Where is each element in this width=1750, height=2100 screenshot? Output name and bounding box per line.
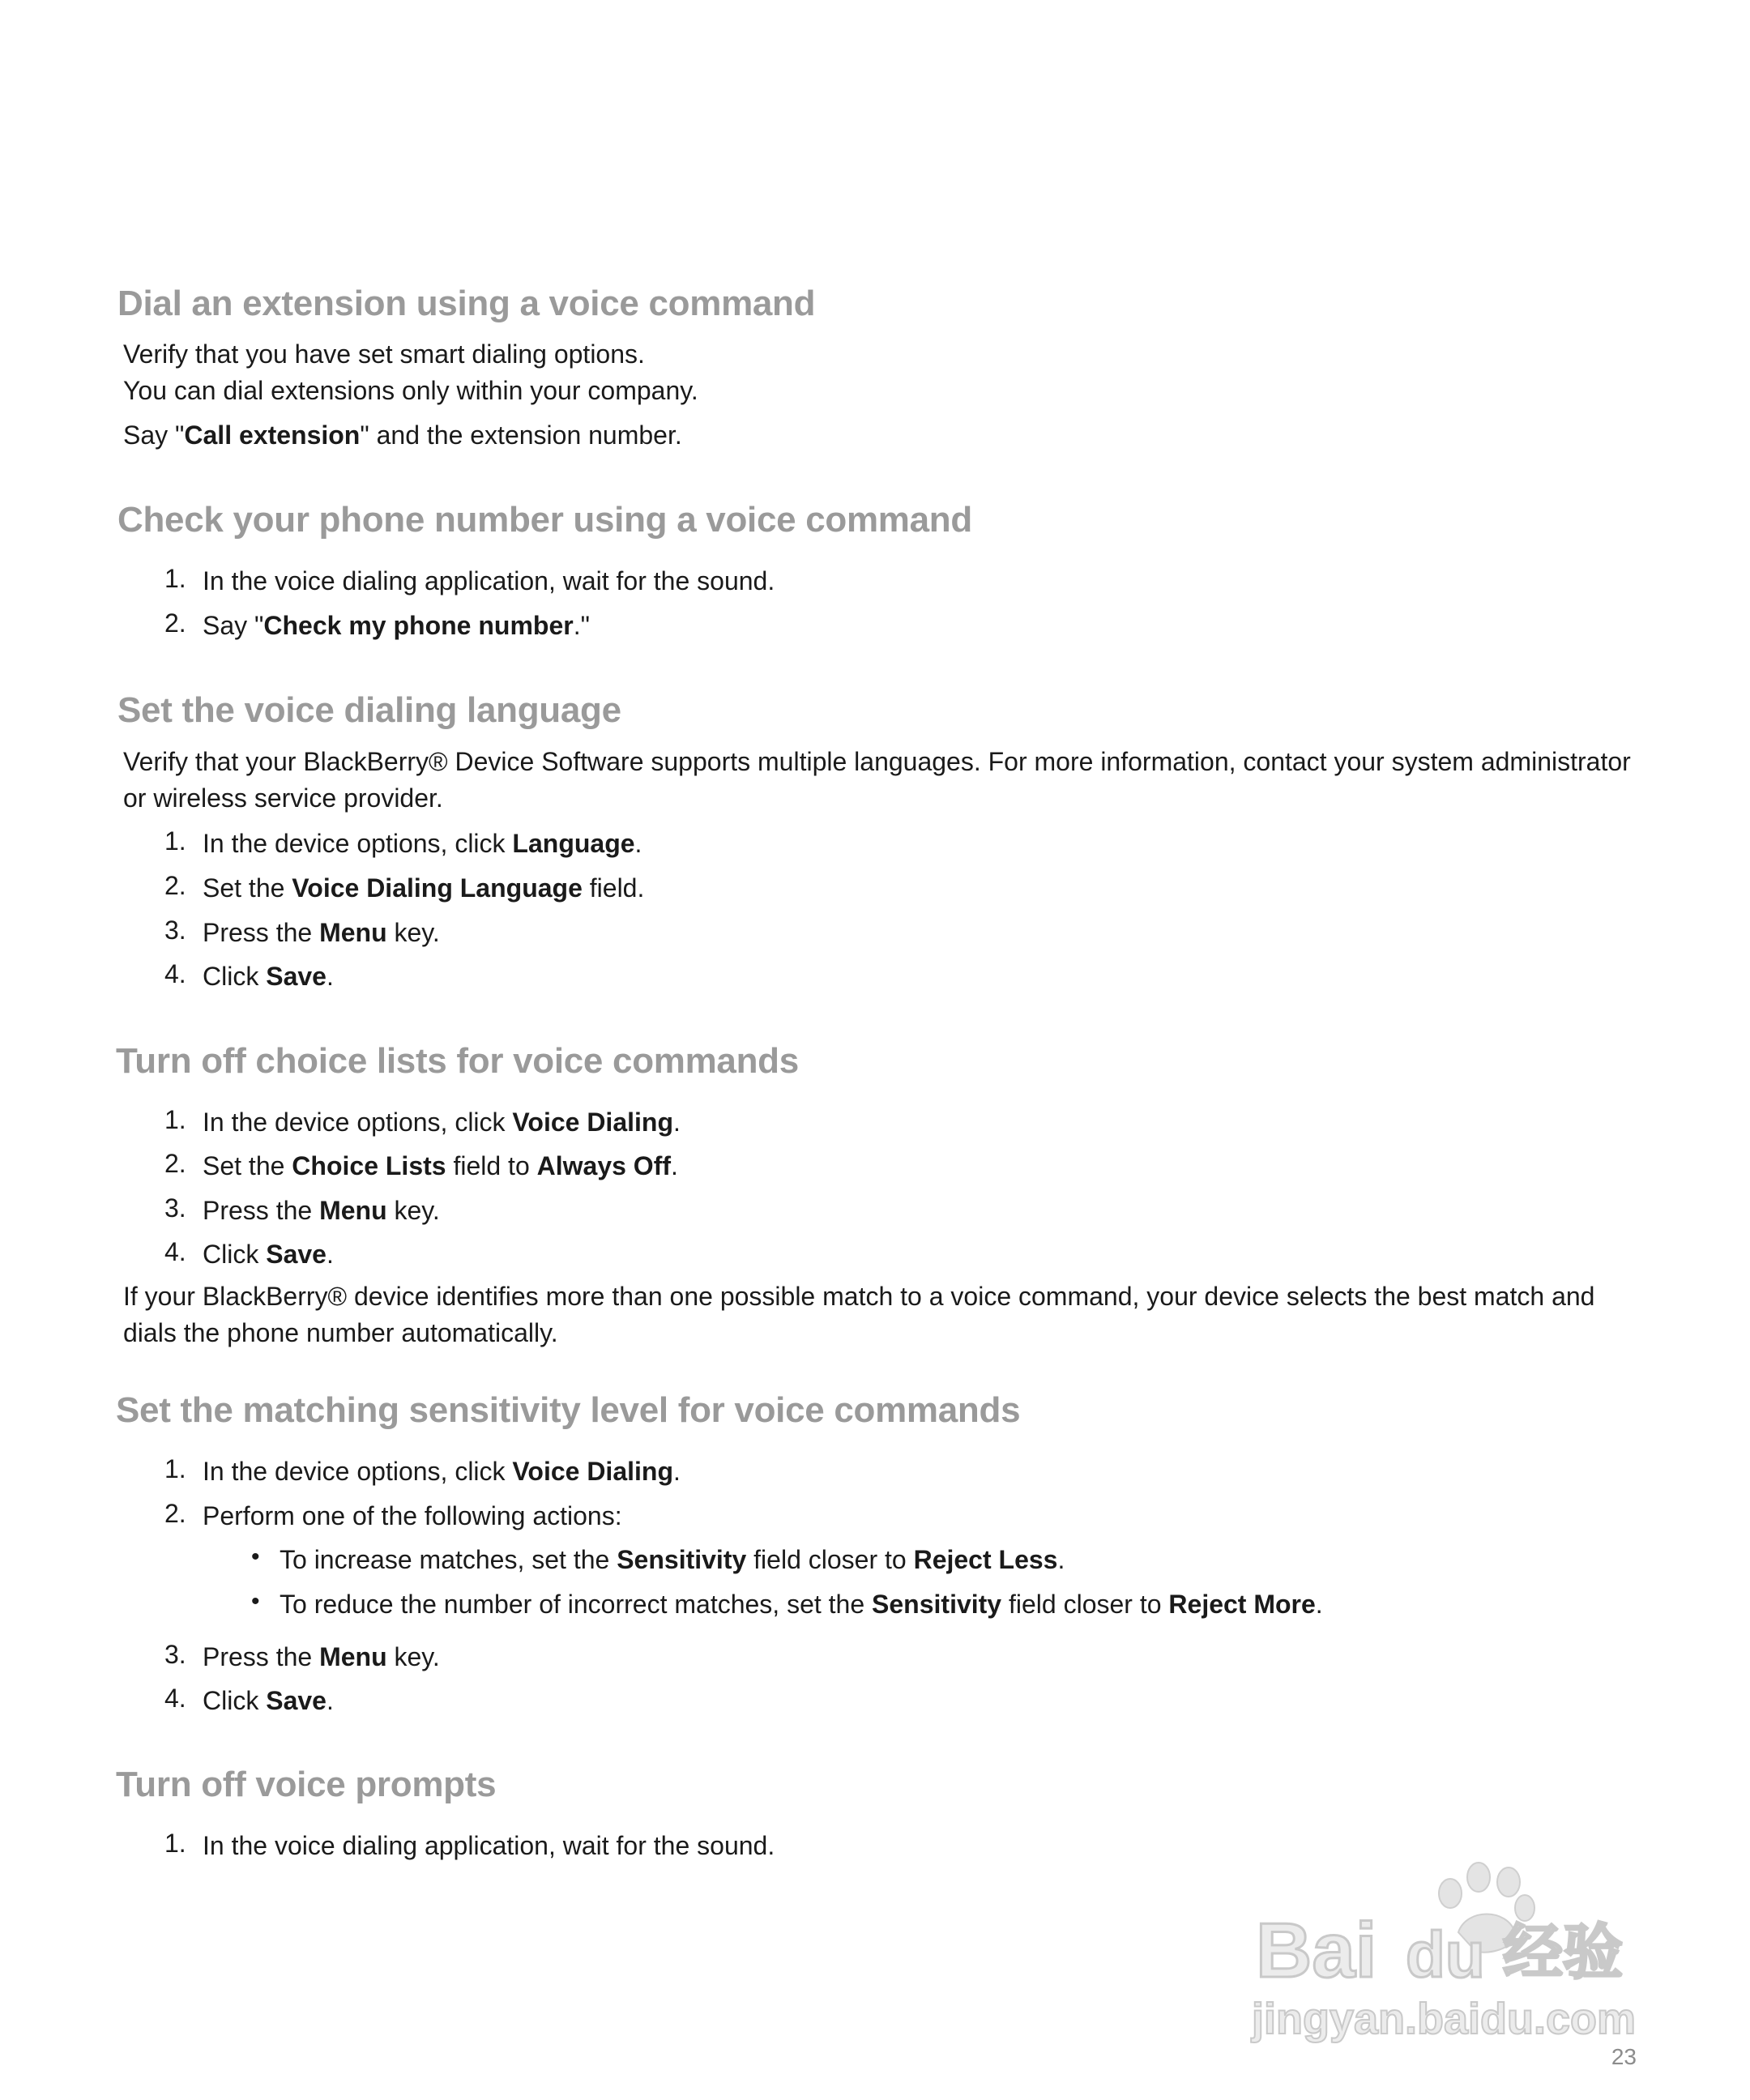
- svg-text:jingyan.baidu.com: jingyan.baidu.com: [1252, 1995, 1637, 2043]
- step-text: Press the Menu key.: [203, 1642, 440, 1671]
- step-number: 2.: [164, 608, 186, 638]
- section-heading: Turn off choice lists for voice commands: [116, 1041, 799, 1081]
- step-number: 4.: [164, 1237, 186, 1266]
- step-number: 1.: [164, 564, 186, 593]
- step-number: 2.: [164, 1499, 186, 1528]
- step-number: 2.: [164, 1149, 186, 1178]
- step-text: In the device options, click Voice Dialing.: [203, 1108, 681, 1137]
- step-number: 4.: [164, 1684, 186, 1713]
- bullet-icon: •: [251, 1588, 260, 1615]
- paragraph: Say "Call extension" and the extension number.: [123, 420, 682, 450]
- step-number: 3.: [164, 1193, 186, 1223]
- page-number: 23: [1611, 2044, 1637, 2069]
- step-number: 1.: [164, 1829, 186, 1858]
- section-heading: Set the matching sensitivity level for voice commands: [116, 1390, 1021, 1430]
- step-text: Click Save.: [203, 1686, 334, 1715]
- paragraph: Verify that your BlackBerry® Device Software supports multiple languages. For more information, contact your system administrator or wireless service provider.: [123, 747, 1631, 813]
- step-number: 3.: [164, 1640, 186, 1669]
- section-heading: Set the voice dialing language: [117, 690, 621, 730]
- step-text: In the device options, click Language.: [203, 829, 642, 858]
- step-number: 4.: [164, 959, 186, 988]
- step-text: Click Save.: [203, 1240, 334, 1269]
- bullet-icon: •: [251, 1543, 260, 1570]
- svg-text:经验: 经验: [1503, 1918, 1623, 1987]
- svg-text:Bai: Bai: [1256, 1907, 1377, 1994]
- paragraph: If your BlackBerry® device identifies more than one possible match to a voice command, your device selects the best match and dials the phone number automatically.: [123, 1282, 1595, 1347]
- step-text: Set the Voice Dialing Language field.: [203, 873, 645, 903]
- step-text: Set the Choice Lists field to Always Off.: [203, 1151, 678, 1180]
- step-text: Click Save.: [203, 962, 334, 991]
- step-text: In the device options, click Voice Dialing.: [203, 1457, 681, 1486]
- bullet-text: To increase matches, set the Sensitivity field closer to Reject Less.: [280, 1545, 1065, 1574]
- baidu-watermark-logo: [1240, 1843, 1661, 2046]
- step-text: Say "Check my phone number.": [203, 611, 590, 640]
- section-heading: Dial an extension using a voice command: [117, 284, 816, 323]
- step-text: In the voice dialing application, wait for the sound.: [203, 1831, 775, 1860]
- step-number: 1.: [164, 1105, 186, 1134]
- step-text: Perform one of the following actions:: [203, 1501, 622, 1530]
- svg-text:du: du: [1406, 1919, 1485, 1991]
- step-text: Press the Menu key.: [203, 918, 440, 947]
- bullet-text: To reduce the number of incorrect matches, set the Sensitivity field closer to Reject More.: [280, 1590, 1323, 1619]
- section-heading: Turn off voice prompts: [116, 1765, 497, 1804]
- step-number: 2.: [164, 871, 186, 900]
- paragraph: Verify that you have set smart dialing options.: [123, 339, 645, 369]
- step-text: In the voice dialing application, wait for the sound.: [203, 566, 775, 595]
- section-heading: Check your phone number using a voice command: [117, 500, 972, 540]
- paragraph: You can dial extensions only within your company.: [123, 376, 698, 405]
- step-number: 1.: [164, 826, 186, 856]
- step-number: 3.: [164, 916, 186, 945]
- step-number: 1.: [164, 1454, 186, 1483]
- step-text: Press the Menu key.: [203, 1196, 440, 1225]
